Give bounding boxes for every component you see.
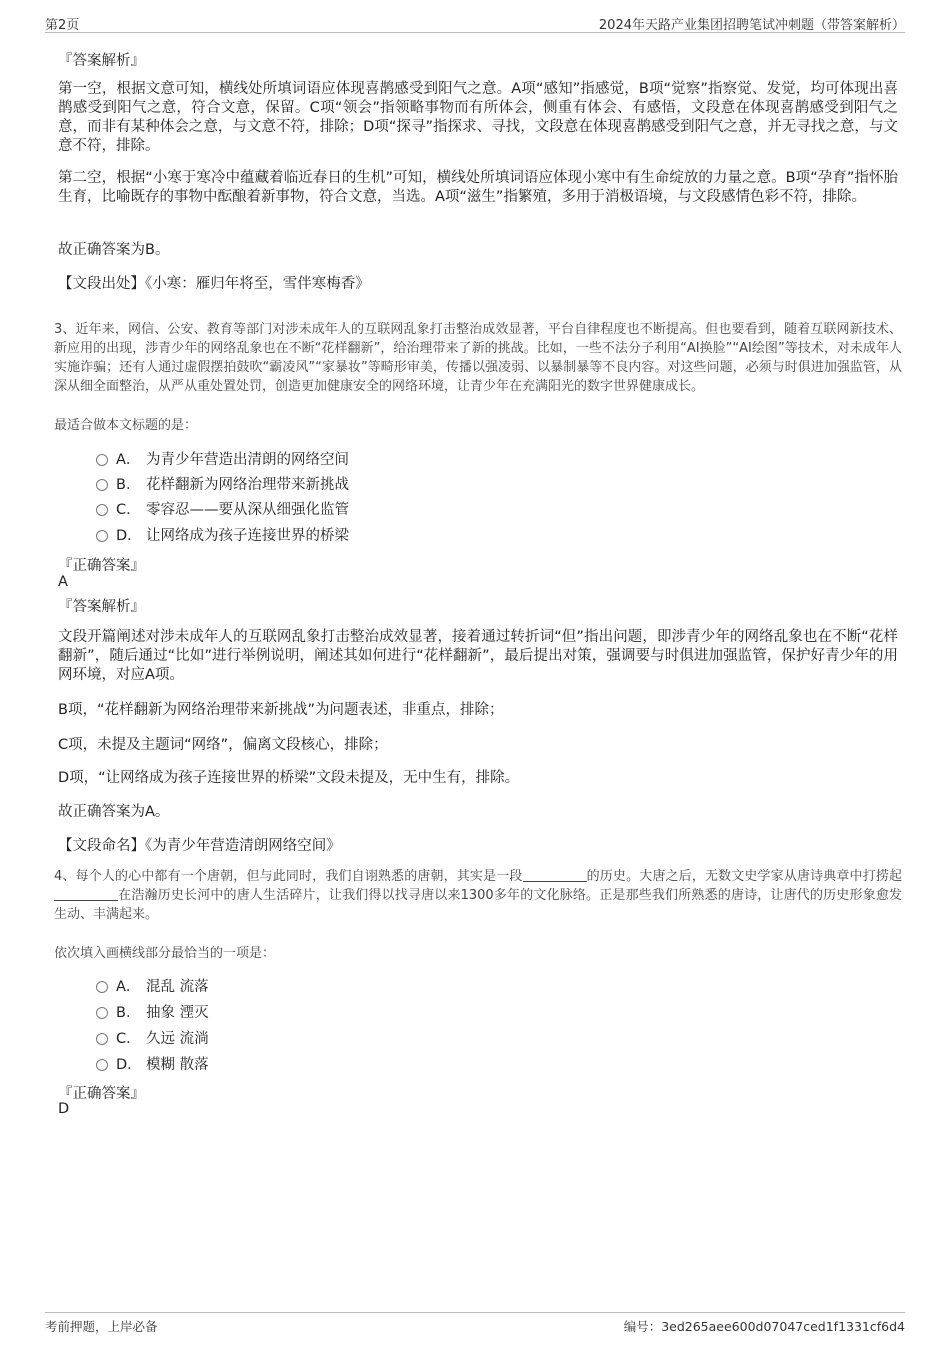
q4-stem-part2: 的历史。大唐之后，无数文史学家从唐诗典章中打捞起 <box>586 869 902 884</box>
option-text: 久远 流淌 <box>146 1030 209 1047</box>
option-text: 为青少年营造出清朗的网络空间 <box>146 451 349 468</box>
option-text: 让网络成为孩子连接世界的桥梁 <box>146 527 349 544</box>
blank-1 <box>523 867 587 882</box>
radio-icon[interactable] <box>96 530 108 542</box>
option-letter: C． <box>116 1030 141 1047</box>
q3-option-d[interactable] <box>96 523 349 545</box>
page-number: 第2页 <box>45 18 80 33</box>
radio-icon[interactable] <box>96 504 108 516</box>
q4-answer: D <box>58 1101 70 1117</box>
option-letter: B． <box>116 1004 141 1021</box>
q4-stem-part3: 在浩瀚历史长河中的唐人生活碎片，让我们得以找寻唐以来1300多年的文化脉络。正是那些我们所熟悉的唐诗，让唐代的历史形象愈发生动、丰满起来。 <box>54 888 902 922</box>
q4-answer-heading: 『正确答案』 <box>58 1086 145 1102</box>
q3-analysis-heading: 『答案解析』 <box>58 599 145 615</box>
option-text: 抽象 湮灭 <box>146 1004 209 1021</box>
radio-icon[interactable] <box>96 981 108 993</box>
radio-icon[interactable] <box>96 479 108 491</box>
q4-option-d[interactable] <box>96 1052 209 1074</box>
radio-icon[interactable] <box>96 1033 108 1045</box>
q2-conclusion: 故正确答案为B。 <box>58 242 170 258</box>
q4-option-a[interactable] <box>96 974 209 996</box>
document-title: 2024年天路产业集团招聘笔试冲刺题（带答案解析） <box>598 18 905 33</box>
q3-naming: 【文段命名】《为青少年营造清朗网络空间》 <box>58 838 341 854</box>
option-letter: B． <box>116 476 141 493</box>
q3-conclusion: 故正确答案为A。 <box>58 804 170 820</box>
q4-stem <box>54 867 902 924</box>
option-letter: D． <box>116 527 142 544</box>
q3-analysis-c: C项，未提及主题词“网络”，偏离文段核心，排除； <box>58 737 388 753</box>
option-letter: C． <box>116 501 141 518</box>
q3-option-a[interactable] <box>96 447 349 469</box>
option-letter: D． <box>116 1056 142 1073</box>
option-text: 模糊 散落 <box>146 1056 209 1073</box>
option-text: 花样翻新为网络治理带来新挑战 <box>146 476 349 493</box>
page-footer <box>45 1312 905 1337</box>
footer-serial: 编号：3ed265aee600d07047ced1f1331cf6d4 <box>623 1319 905 1334</box>
q3-analysis-d: D项，“让网络成为孩子连接世界的桥梁”文段未提及，无中生有，排除。 <box>58 770 520 786</box>
blank-2 <box>54 886 118 901</box>
q3-analysis-b: B项，“花样翻新为网络治理带来新挑战”为问题表述，非重点，排除； <box>58 702 504 718</box>
option-letter: A． <box>116 451 141 468</box>
q2-analysis-p2: 第二空，根据“小寒于寒冷中蕴藏着临近春日的生机”可知，横线处所填词语应体现小寒中有生命绽放的力量之意。B项“孕育”指怀胎生育，比喻既存的事物中酝酿着新事物，符合文意，当选。A项“滋生”指繁殖，多用于消极语境，与文段感情色彩不符，排除。 <box>58 170 898 205</box>
q4-stem-part1: 4、每个人的心中都有一个唐朝，但与此同时，我们自诩熟悉的唐朝，其实是一段 <box>54 869 523 884</box>
q4-option-c[interactable] <box>96 1026 209 1048</box>
radio-icon[interactable] <box>96 1059 108 1071</box>
q4-option-b[interactable] <box>96 1000 209 1022</box>
footer-slogan: 考前押题，上岸必备 <box>45 1319 158 1334</box>
q3-option-c[interactable] <box>96 497 349 519</box>
q3-option-b[interactable] <box>96 472 349 494</box>
q3-prompt: 最适合做本文标题的是： <box>54 418 198 433</box>
option-text: 零容忍——要从深从细强化监管 <box>146 501 349 518</box>
q3-analysis-p1: 文段开篇阐述对涉未成年人的互联网乱象打击整治成效显著，接着通过转折词“但”指出问题，即涉青少年的网络乱象也在不断“花样翻新”，随后通过“比如”进行举例说明，阐述其如何进行“花样翻新”，最后提出对策，强调要与时俱进加强监管，保护好青少年的用网环境，对应A项。 <box>58 629 898 683</box>
radio-icon[interactable] <box>96 1007 108 1019</box>
page-header <box>45 12 905 33</box>
q3-stem: 3、近年来，网信、公安、教育等部门对涉未成年人的互联网乱象打击整治成效显著，平台自律程度也不断提高。但也要看到，随着互联网新技术、新应用的出现，涉青少年的网络乱象也在不断“花样翻新”，给治理带来了新的挑战。比如，一些不法分子利用“AI换脸”“AI绘图”等技术，对未成年人实施诈骗；还有人通过虚假摆拍鼓吹“霸凌风”“家暴妆”等畸形审美，传播以强凌弱、以暴制暴等不良内容。对这些问题，必须与时俱进加强监管，从深从细全面整治，从严从重处置处罚，创造更加健康安全的网络环境，让青少年在充满阳光的数字世界健康成长。 <box>54 322 902 394</box>
radio-icon[interactable] <box>96 454 108 466</box>
q2-source: 【文段出处】《小寒：雁归年将至，雪伴寒梅香》 <box>58 276 370 292</box>
q3-answer-heading: 『正确答案』 <box>58 558 145 574</box>
q3-answer: A <box>58 574 68 590</box>
option-letter: A． <box>116 978 141 995</box>
q4-prompt: 依次填入画横线部分最恰当的一项是： <box>54 946 276 961</box>
option-text: 混乱 流落 <box>146 978 209 995</box>
q2-analysis-p1: 第一空，根据文意可知，横线处所填词语应体现喜鹊感受到阳气之意。A项“感知”指感觉，B项“觉察”指察觉、发觉，均可体现出喜鹊感受到阳气之意，符合文意，保留。C项“领会”指领略事物而有所体会，侧重有体会、有感悟，文段意在体现喜鹊感受到阳气之意，而非有某种体会之意，与文意不符，排除；D项“探寻”指探求、寻找，文段意在体现喜鹊感受到阳气之意，并无寻找之意，与文意不符，排除。 <box>58 81 898 154</box>
q2-analysis-heading: 『答案解析』 <box>58 53 145 69</box>
